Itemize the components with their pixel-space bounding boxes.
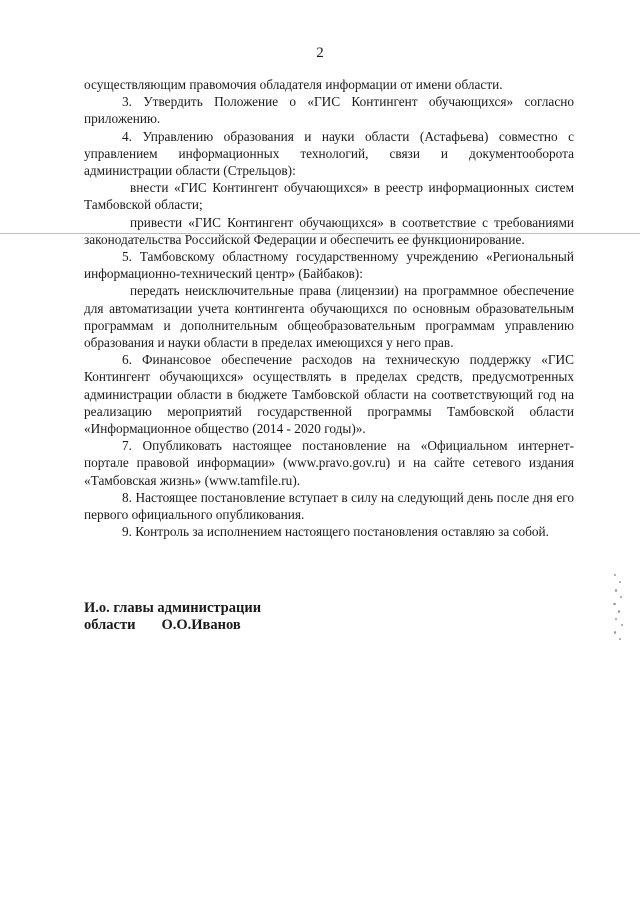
- paragraph-item-4-sub-2: привести «ГИС Контингент обучающихся» в соответствие с требованиями законодательства Российской Федерации и обеспечить ее функционирование.: [84, 214, 574, 247]
- signature-region: области: [84, 617, 136, 633]
- paragraph-item-7: 7. Опубликовать настоящее постановление на «Официальном интернет-портале правовой информации» (www.pravo.gov.ru) и на сайте сетевого издания «Тамбовская жизнь» (www.tamfile.ru).: [84, 438, 574, 488]
- paragraph-item-8: 8. Настоящее постановление вступает в силу на следующий день после дня его первого официального опубликования.: [84, 489, 574, 523]
- signature-title: И.о. главы администрации: [84, 600, 262, 616]
- paragraph-item-5: 5. Тамбовскому областному государственному учреждению «Региональный информационно-технический центр» (Байбаков):: [84, 249, 574, 282]
- signature-line-2: [84, 617, 261, 634]
- paragraph-item-3: 3. Утвердить Положение о «ГИС Контингент обучающихся» согласно приложению.: [84, 94, 574, 127]
- paragraph-item-9: 9. Контроль за исполнением настоящего постановления оставляю за собой.: [122, 524, 549, 540]
- signature-block: [84, 600, 261, 634]
- page-number: 2: [316, 45, 324, 61]
- paragraph-continuation: осуществляющим правомочия обладателя информации от имени области.: [84, 77, 503, 92]
- document-body: [84, 76, 574, 540]
- registration-stamp-marks: [611, 572, 625, 644]
- paragraph-item-5-sub-1: передать неисключительные права (лицензии) на программное обеспечение для автоматизации учета контингента обучающихся по основным образовательным программам и дополнительным общеобразовательным программам управлению образования и науки области в пределах имеющихся у него прав.: [84, 283, 574, 351]
- paragraph-item-6: 6. Финансовое обеспечение расходов на техническую поддержку «ГИС Контингент обучающихся» осуществлять в пределах средств, предусмотренных администрации области в бюджете Тамбовской области на соответствующий год на реализацию мероприятий государственной программы Тамбовской области «Информационное общество (2014 - 2020 годы)».: [84, 352, 574, 437]
- paragraph-item-4: 4. Управлению образования и науки области (Астафьева) совместно с управлением информационных технологий, связи и документооборота администрации области (Стрельцов):: [84, 128, 574, 179]
- signatory-name: О.О.Иванов: [161, 617, 241, 633]
- paragraph-item-4-sub-1: внести «ГИС Контингент обучающихся» в реестр информационных систем Тамбовской области;: [84, 180, 574, 213]
